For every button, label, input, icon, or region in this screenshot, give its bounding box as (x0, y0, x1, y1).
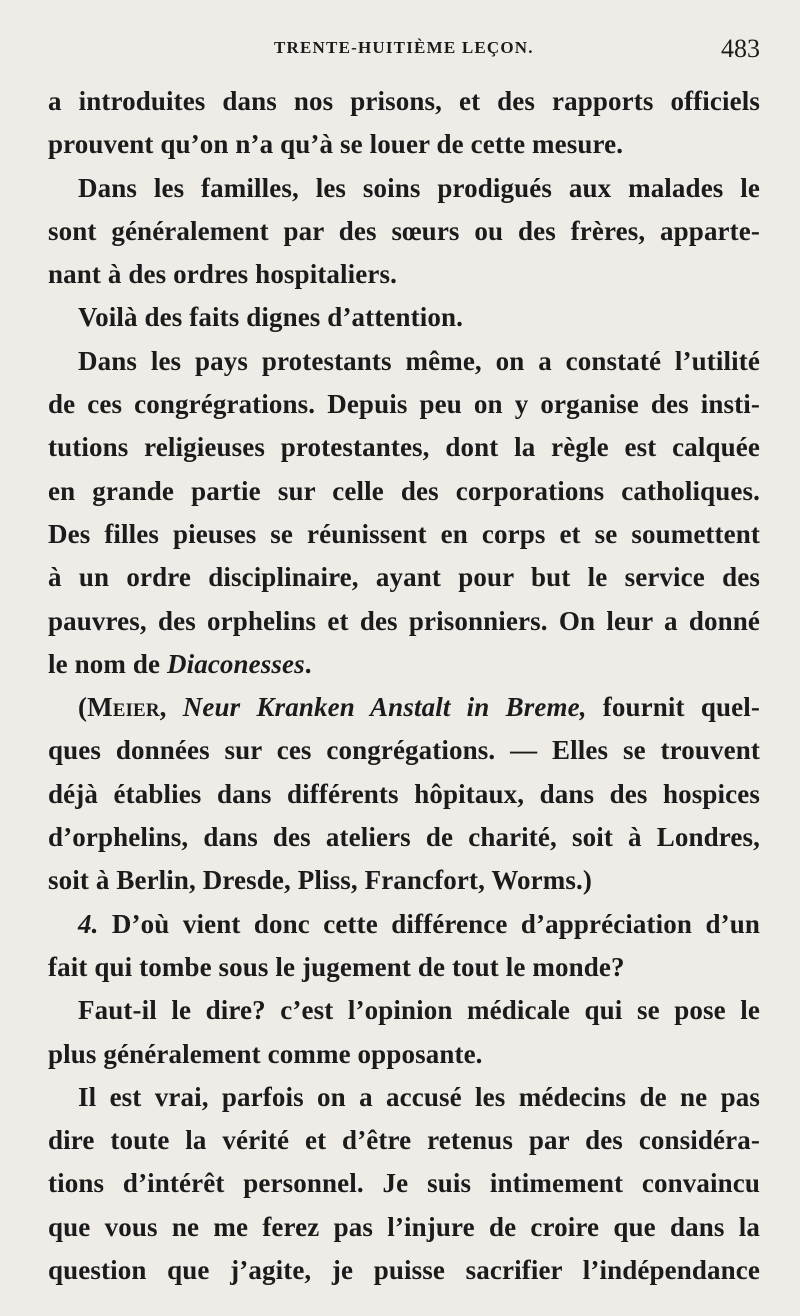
section-number: 4. (78, 908, 99, 939)
text-line: de ces congrégrations. Depuis peu on y organise des insti- (48, 389, 760, 420)
text-line: Dans les pays protestants même, on a constaté l’utilité (78, 345, 760, 376)
text-line: soit à Berlin, Dresde, Pliss, Francfort, Worms.) (48, 865, 592, 896)
paragraph-6 (48, 903, 760, 990)
text-fragment: ( (78, 692, 88, 723)
text-line: dire toute la vérité et d’être retenus par des considéra- (48, 1125, 760, 1156)
text-line: prouvent qu’on n’a qu’à se louer de cette mesure. (48, 129, 624, 160)
author-name: Meier (87, 692, 160, 723)
text-line: que vous ne me ferez pas l’injure de croire que dans la (48, 1211, 760, 1242)
text-line: fait qui tombe sous le jugement de tout le monde? (48, 951, 625, 982)
page-number: 483 (721, 34, 760, 63)
text-line: Voilà des faits dignes d’attention. (78, 302, 463, 333)
text-line: tutions religieuses protestantes, dont la règle est calquée (48, 432, 760, 463)
text-fragment: le nom de (48, 648, 167, 679)
paragraph-2 (48, 167, 760, 297)
text-fragment: . (304, 648, 312, 679)
text-line: déjà établies dans différents hôpitaux, dans des hospices (48, 778, 760, 809)
paragraph-5-citation (48, 686, 760, 902)
paragraph-1 (48, 80, 760, 167)
text-fragment: , (159, 692, 183, 723)
text-line: Des filles pieuses se réunissent en corps et se soumettent (48, 518, 760, 549)
paragraph-7 (48, 989, 760, 1076)
text-line (48, 686, 760, 729)
page-header (48, 34, 760, 74)
text-line: sont généralement par des sœurs ou des frères, apparte- (48, 215, 760, 246)
text-line: a introduites dans nos prisons, et des rapports officiels (48, 86, 760, 116)
text-line: en grande partie sur celle des corporations catholiques. (48, 475, 760, 506)
text-line (48, 903, 760, 946)
running-head: TRENTE-HUITIÈME LEÇON. (274, 38, 534, 57)
text-line: pauvres, des orphelins et des prisonniers. On leur a donné (48, 605, 760, 636)
text-line: d’orphelins, dans des ateliers de charité, soit à Londres, (48, 822, 760, 853)
text-line: question que j’agite, je puisse sacrifier l’indépendance (48, 1255, 760, 1286)
text-fragment: D’où vient donc cette différence d’appréciation d’un (98, 908, 760, 939)
work-title: Neur Kranken Anstalt in Breme, (182, 692, 587, 723)
paragraph-4 (48, 340, 760, 686)
text-line (48, 643, 760, 686)
text-line: à un ordre disciplinaire, ayant pour but le service des (48, 562, 760, 593)
body-text (48, 80, 760, 1292)
text-line: Il est vrai, parfois on a accusé les médecins de ne pas (78, 1081, 760, 1112)
text-line: plus généralement comme opposante. (48, 1038, 483, 1069)
text-fragment: fournit quel- (586, 692, 760, 723)
text-line: Faut-il le dire? c’est l’opinion médicale qui se pose le (78, 995, 760, 1026)
italic-term: Diaconesses (166, 648, 305, 679)
text-line: ques données sur ces congrégations. — Elles se trouvent (48, 735, 760, 766)
text-line: Dans les familles, les soins prodigués aux malades le (78, 172, 760, 203)
text-line: tions d’intérêt personnel. Je suis intimement convaincu (48, 1168, 760, 1199)
text-line: nant à des ordres hospitaliers. (48, 259, 397, 290)
paragraph-3 (48, 296, 760, 339)
paragraph-8 (48, 1076, 760, 1292)
